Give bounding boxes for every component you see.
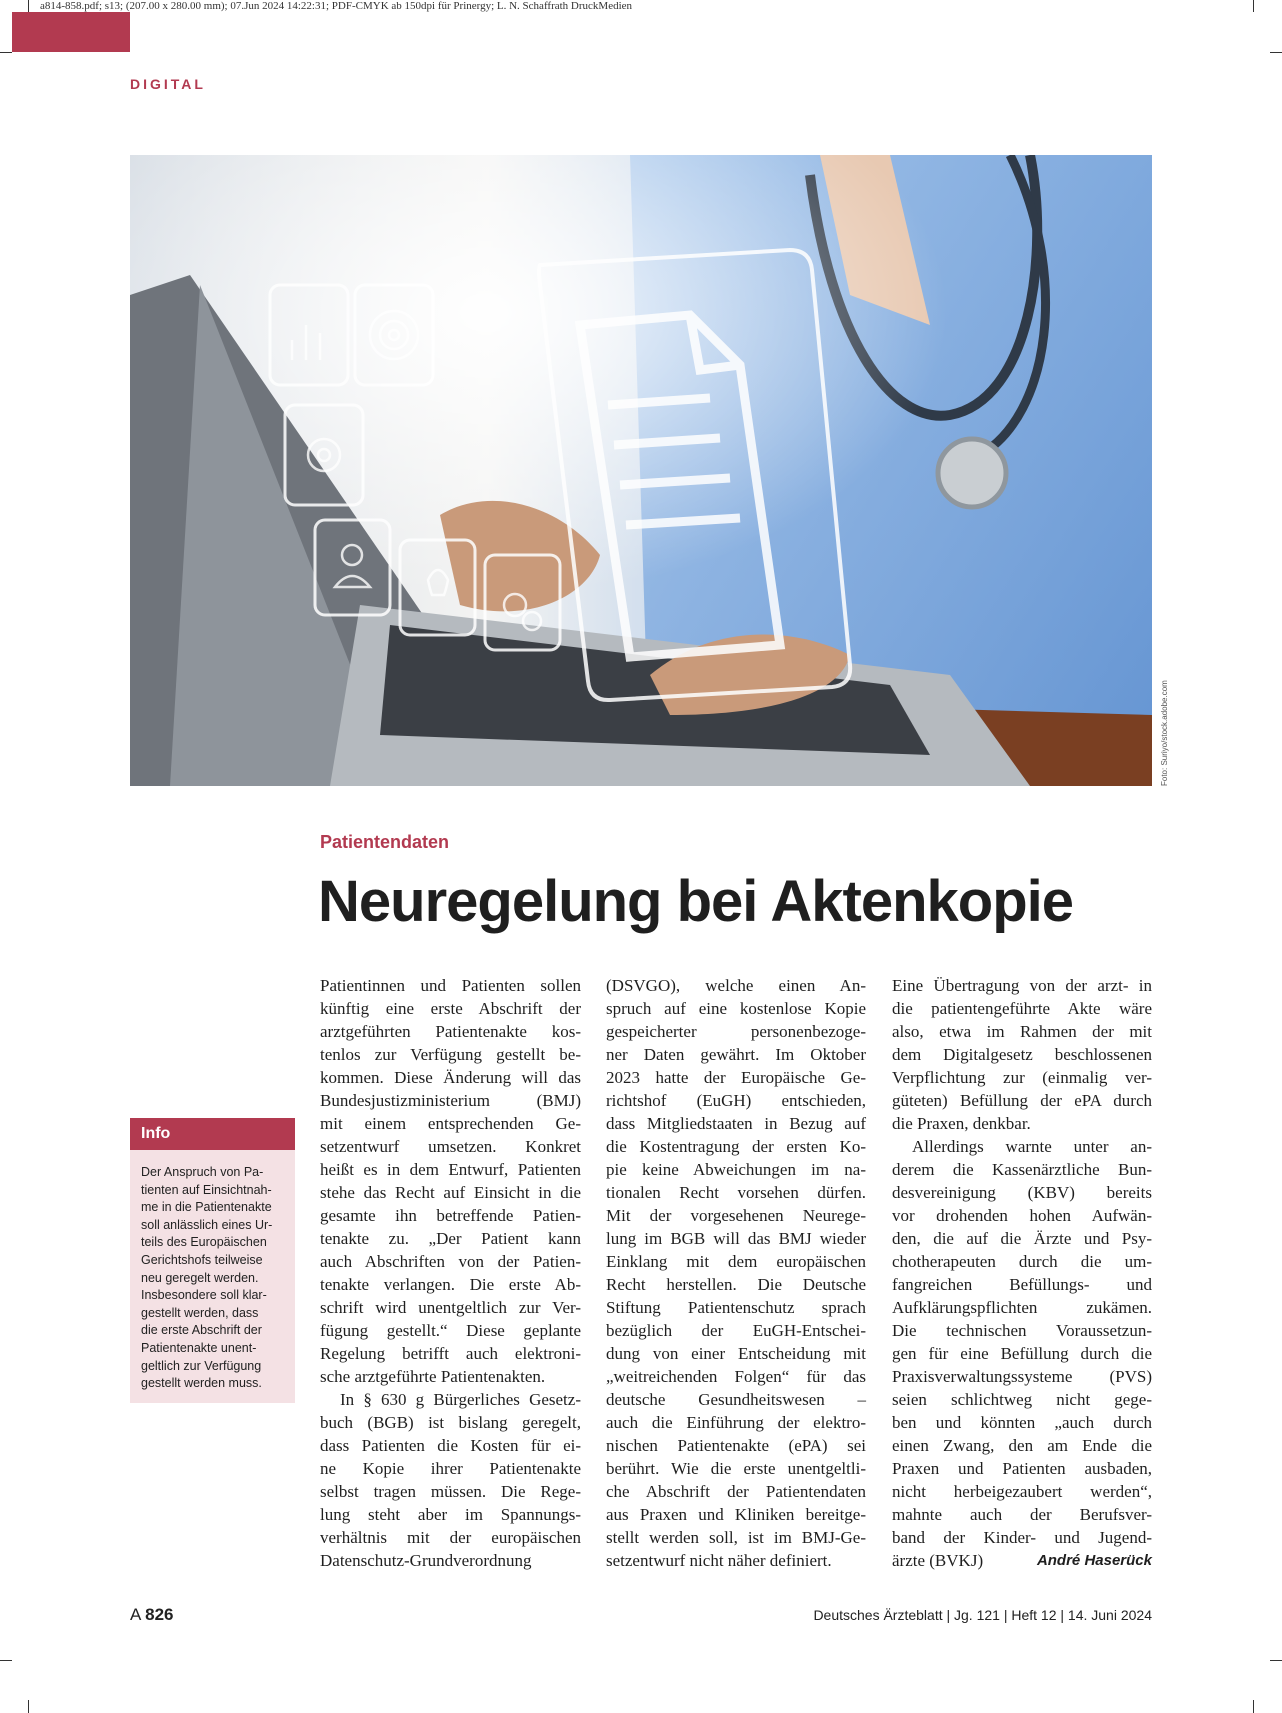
text-line: Stiftung Patientenschutz sprach (606, 1298, 866, 1317)
info-box-title: Info (130, 1118, 295, 1150)
article-column-2 (606, 974, 866, 1572)
text-line: bezüglich der EuGH-Entschei- (606, 1321, 866, 1340)
info-line: Gerichtshofs teilweise (141, 1252, 263, 1267)
text-line: dass Mitgliedstaaten in Bezug auf (606, 1114, 866, 1133)
info-line: geltlich zur Verfügung (141, 1358, 262, 1373)
text-line: aus Praxen und Kliniken bereitge- (606, 1505, 866, 1524)
text-line: gen für eine Befüllung durch die (892, 1344, 1152, 1363)
text-line: sche arztgeführte Patientenakten. (320, 1367, 546, 1386)
text-line: nicht herbeigezaubert werden“, (892, 1482, 1152, 1501)
text-line: dem Digitalgesetz beschlossenen (892, 1045, 1152, 1064)
crop-mark (1253, 0, 1254, 12)
crop-mark (28, 1700, 29, 1713)
page-number (130, 1605, 174, 1625)
article-column-1 (320, 974, 581, 1572)
print-slug: a814-858.pdf; s13; (207.00 x 280.00 mm); 07.Jun 2024 14:22:31; PDF-CMYK ab 150dpi für Prinergy; L. N. Schaffrath DruckMedien (40, 0, 633, 12)
section-label: DIGITAL (130, 76, 206, 92)
article-author: André Haserück (1036, 1552, 1152, 1569)
article-paragraph (320, 1388, 581, 1572)
text-line: einen Zwang, den am Ende die (892, 1436, 1152, 1455)
crop-mark (1253, 1700, 1254, 1713)
text-line: güteten) Befüllung der ePA durch (892, 1091, 1152, 1110)
text-line: deutsche Gesundheitswesen – (606, 1390, 866, 1409)
info-line: gestellt werden muss. (141, 1376, 262, 1391)
text-line: den, die auf die Ärzte und Psy- (892, 1229, 1152, 1248)
info-line: Patientenakte unent- (141, 1340, 257, 1355)
crop-mark (28, 0, 29, 12)
info-line: neu geregelt werden. (141, 1270, 259, 1285)
text-line: Patientinnen und Patienten sollen (320, 976, 581, 995)
text-line: 2023 hatte der Europäische Ge- (606, 1068, 866, 1087)
article-paragraph (606, 974, 866, 1572)
text-line: ne Kopie ihrer Patientenakte (320, 1459, 581, 1478)
text-line: Eine Übertragung von der arzt- in (892, 976, 1152, 995)
crop-mark (0, 1660, 12, 1661)
text-line: che Abschrift der Patientendaten (606, 1482, 866, 1501)
text-line: buch (BGB) ist bislang geregelt, (320, 1413, 581, 1432)
text-line: Praxen und Patienten ausbaden, (892, 1459, 1152, 1478)
text-line: auch Abschriften von der Patien- (320, 1252, 581, 1271)
text-line: band der Kinder- und Jugend- (892, 1528, 1152, 1547)
text-line: stehe das Recht auf Einsicht in die (320, 1183, 581, 1202)
text-line: Verpflichtung zur (einmalig ver- (892, 1068, 1152, 1087)
text-line: dung von einer Entscheidung mit (606, 1344, 866, 1363)
text-line: die Kostentragung der ersten Ko- (606, 1137, 866, 1156)
text-line: Mit der vorgesehenen Neurege- (606, 1206, 866, 1225)
text-line: In § 630 g Bürgerliches Gesetz- (340, 1390, 581, 1409)
text-line: vor drohenden hohen Aufwän- (892, 1206, 1152, 1225)
info-line: Der Anspruch von Pa- (141, 1165, 264, 1179)
text-line: setzentwurf nicht näher definiert. (606, 1551, 832, 1570)
photo-illustration (130, 155, 1152, 786)
text-line: (DSVGO), welche einen An- (606, 976, 866, 995)
text-line: richtshof (EuGH) entschieden, (606, 1091, 866, 1110)
info-box-body (130, 1150, 295, 1403)
text-line: fügung gestellt.“ Diese geplante (320, 1321, 581, 1340)
text-line: Datenschutz-Grundverordnung (320, 1551, 532, 1570)
article-headline: Neuregelung bei Aktenkopie (318, 869, 1073, 934)
text-line: lung steht aber im Spannungs- (320, 1505, 581, 1524)
text-line: mit einem entsprechenden Ge- (320, 1114, 581, 1133)
text-line: Aufklärungspflichten zukämen. (892, 1298, 1152, 1317)
text-line: fangreichen Befüllungs- und (892, 1275, 1152, 1294)
crop-mark (0, 52, 12, 53)
page-number-value: 826 (145, 1605, 174, 1624)
text-line: tionalen Recht vorsehen dürfen. (606, 1183, 866, 1202)
text-line: gesamte ihn betreffende Patien- (320, 1206, 581, 1225)
text-line: gespeicherter personenbezoge- (606, 1022, 866, 1041)
text-line: Recht herstellen. Die Deutsche (606, 1275, 866, 1294)
text-line: setzentwurf umsetzen. Konkret (320, 1137, 581, 1156)
text-line: lung im BGB will das BMJ wieder (606, 1229, 866, 1248)
journal-info: Deutsches Ärzteblatt | Jg. 121 | Heft 12 | 14. Juni 2024 (813, 1607, 1152, 1623)
text-line: die patientengeführte Akte wäre (892, 999, 1152, 1018)
text-line: künftig eine erste Abschrift der (320, 999, 581, 1018)
article-column-3 (892, 974, 1152, 1572)
info-line: soll anlässlich eines Ur- (141, 1217, 273, 1232)
text-line: selbst tragen müssen. Die Rege- (320, 1482, 581, 1501)
text-line: dass Patienten die Kosten für ei- (320, 1436, 581, 1455)
info-line: me in die Patientenakte (141, 1200, 272, 1215)
photo-credit: Foto: Suriyo/stock.adobe.com (1160, 680, 1169, 786)
text-line: Allerdings warnte unter an- (912, 1137, 1152, 1156)
info-line: Insbesondere soll klar- (141, 1288, 267, 1303)
text-line: nischen Patientenakte (ePA) sei (606, 1436, 866, 1455)
text-line: auch die Einführung der elektro- (606, 1413, 866, 1432)
text-line: tenakte verlangen. Die erste Ab- (320, 1275, 581, 1294)
article-paragraph (320, 974, 581, 1388)
page-prefix: A (130, 1605, 141, 1624)
article-paragraph (892, 1135, 1152, 1572)
text-line: ben und könnten „auch durch (892, 1413, 1152, 1432)
text-line: spruch auf eine kostenlose Kopie (606, 999, 866, 1018)
text-line: arztgeführten Patientenakte kos- (320, 1022, 581, 1041)
text-line: desvereinigung (KBV) bereits (892, 1183, 1152, 1202)
text-line: stellt werden soll, ist im BMJ-Ge- (606, 1528, 866, 1547)
text-line: Praxisverwaltungssysteme (PVS) (892, 1367, 1152, 1386)
article-paragraph (892, 974, 1152, 1135)
info-line: die erste Abschrift der (141, 1323, 262, 1338)
text-line: pie keine Abweichungen im na- (606, 1160, 866, 1179)
text-line: chotherapeuten durch die um- (892, 1252, 1152, 1271)
text-line: ärzte (BVKJ) André Haserück (892, 1551, 1152, 1570)
text-line: derem die Kassenärztliche Bun- (892, 1160, 1152, 1179)
text-line: kommen. Diese Änderung will das (320, 1068, 581, 1087)
text-line: seien schlichtweg nicht gege- (892, 1390, 1152, 1409)
text-line: also, etwa im Rahmen der mit (892, 1022, 1152, 1041)
text-line: die Praxen, denkbar. (892, 1114, 1031, 1133)
article-kicker: Patientendaten (320, 832, 450, 852)
text-line: berührt. Wie die erste unentgeltli- (606, 1459, 866, 1478)
text-line: ner Daten gewährt. Im Oktober (606, 1045, 866, 1064)
crop-mark (1270, 52, 1282, 53)
text-line: „weitreichenden Folgen“ für das (606, 1367, 866, 1386)
text-line: Bundesjustizministerium (BMJ) (320, 1091, 581, 1110)
text-line: tenakte zu. „Der Patient kann (320, 1229, 581, 1248)
info-line: gestellt werden, dass (141, 1305, 259, 1320)
article-photo (130, 155, 1152, 786)
text-line: Einklang mit dem europäischen (606, 1252, 866, 1271)
text-line: Regelung betrifft auch elektroni- (320, 1344, 581, 1363)
text-line: mahnte auch der Berufsver- (892, 1505, 1152, 1524)
info-line: teils des Europäischen (141, 1235, 267, 1250)
text-line: schrift wird unentgeltlich zur Ver- (320, 1298, 581, 1317)
crop-mark (1270, 1660, 1282, 1661)
text-line: heißt es in dem Entwurf, Patienten (320, 1160, 581, 1179)
section-color-bar (12, 12, 130, 52)
info-line: tienten auf Einsichtnah- (141, 1182, 272, 1197)
text-line: tenlos zur Verfügung gestellt be- (320, 1045, 581, 1064)
text-line: Die technischen Voraussetzun- (892, 1321, 1152, 1340)
text-line: verhältnis mit der europäischen (320, 1528, 581, 1547)
